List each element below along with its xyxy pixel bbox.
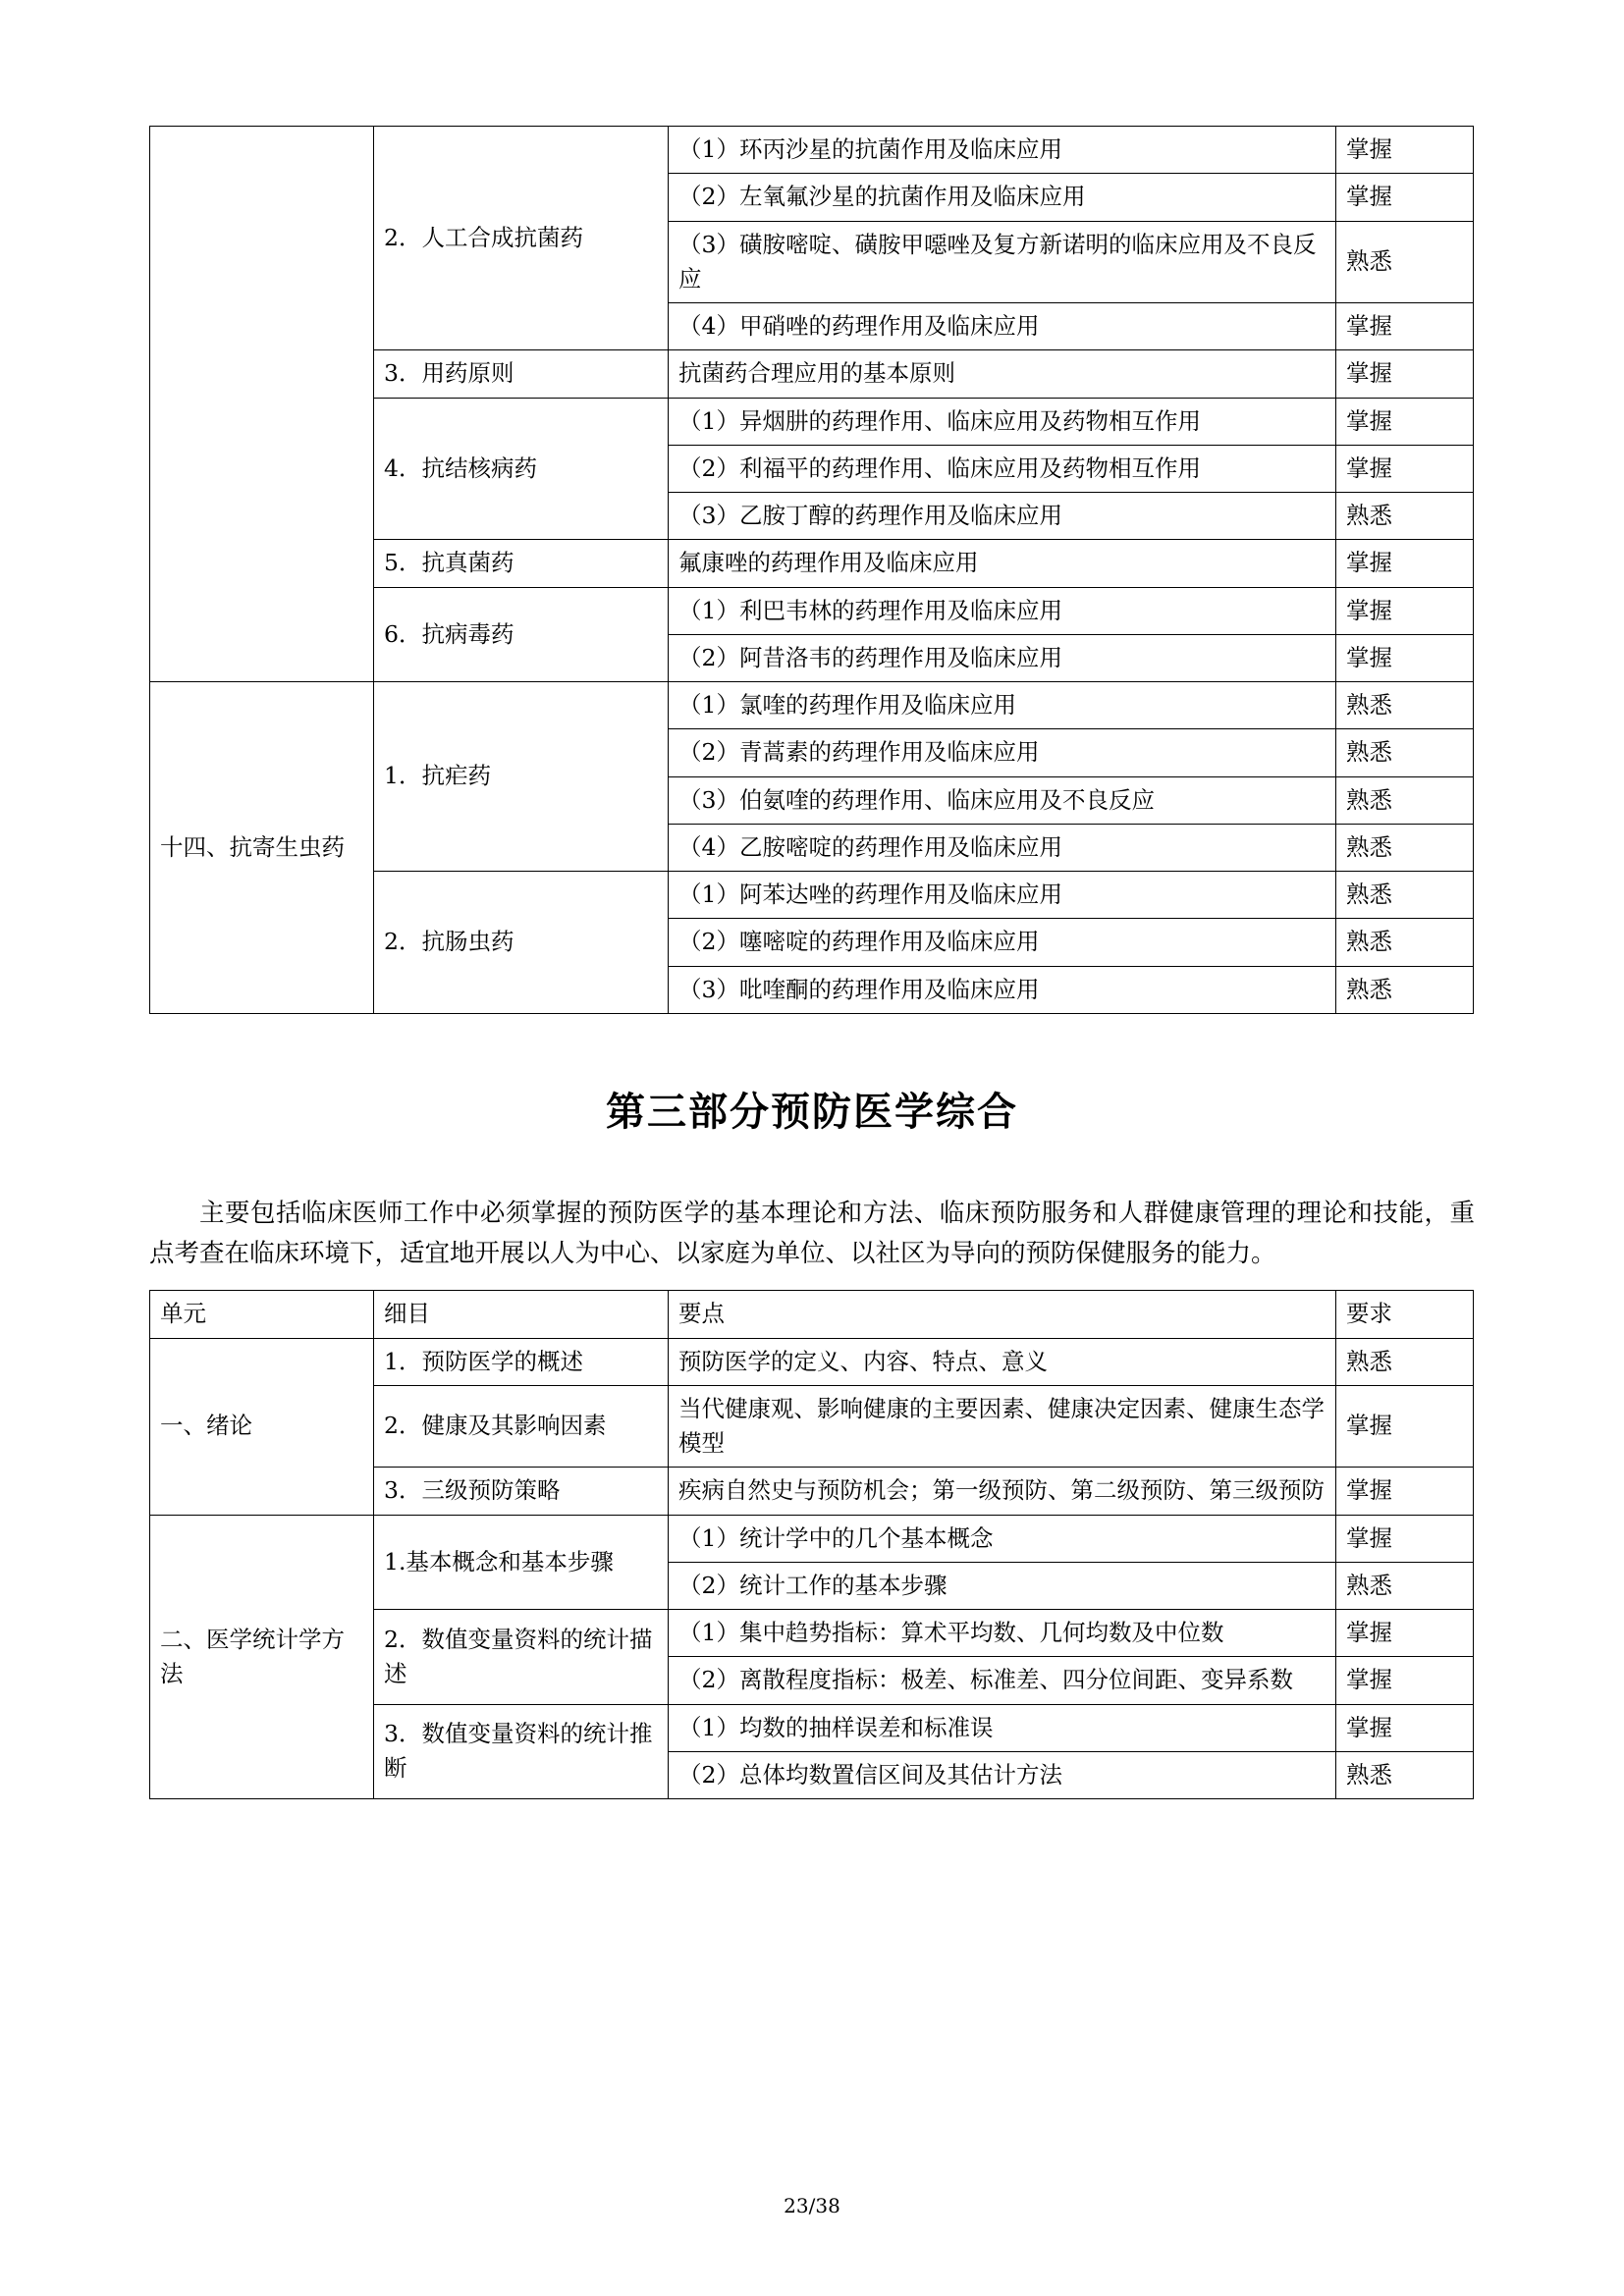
requirement-cell: 掌握: [1336, 1468, 1474, 1515]
detail-cell: 5．抗真菌药: [374, 540, 669, 587]
requirement-cell: 掌握: [1336, 303, 1474, 350]
detail-cell: 2．数值变量资料的统计描述: [374, 1610, 669, 1705]
requirement-cell: 掌握: [1336, 634, 1474, 681]
point-cell: （2）青蒿素的药理作用及临床应用: [669, 729, 1336, 776]
requirement-cell: 掌握: [1336, 1657, 1474, 1704]
point-cell: （1）统计学中的几个基本概念: [669, 1515, 1336, 1562]
detail-cell: 3．用药原则: [374, 350, 669, 398]
requirement-cell: 掌握: [1336, 540, 1474, 587]
detail-cell: 2．人工合成抗菌药: [374, 127, 669, 350]
point-cell: 氟康唑的药理作用及临床应用: [669, 540, 1336, 587]
requirement-cell: 掌握: [1336, 350, 1474, 398]
point-cell: （3）吡喹酮的药理作用及临床应用: [669, 966, 1336, 1013]
point-cell: （1）氯喹的药理作用及临床应用: [669, 682, 1336, 729]
table-body-bottom: [150, 1338, 1474, 1799]
detail-cell: 4．抗结核病药: [374, 398, 669, 540]
point-cell: （2）统计工作的基本步骤: [669, 1562, 1336, 1609]
point-cell: 疾病自然史与预防机会；第一级预防、第二级预防、第三级预防: [669, 1468, 1336, 1515]
table-row: [150, 682, 1474, 729]
requirement-cell: 掌握: [1336, 127, 1474, 174]
point-cell: （1）阿苯达唑的药理作用及临床应用: [669, 872, 1336, 919]
point-cell: （3）伯氨喹的药理作用、临床应用及不良反应: [669, 776, 1336, 824]
syllabus-table-pharmacology: [149, 126, 1474, 1014]
point-cell: 预防医学的定义、内容、特点、意义: [669, 1338, 1336, 1385]
requirement-cell: 熟悉: [1336, 966, 1474, 1013]
unit-cell: 二、医学统计学方法: [150, 1515, 374, 1799]
point-cell: （4）甲硝唑的药理作用及临床应用: [669, 303, 1336, 350]
requirement-cell: 掌握: [1336, 174, 1474, 221]
column-header-detail: 细目: [374, 1291, 669, 1338]
detail-cell: 1.基本概念和基本步骤: [374, 1515, 669, 1610]
table-row: [150, 1338, 1474, 1385]
requirement-cell: 掌握: [1336, 1385, 1474, 1468]
requirement-cell: 熟悉: [1336, 729, 1474, 776]
requirement-cell: 熟悉: [1336, 919, 1474, 966]
requirement-cell: 熟悉: [1336, 221, 1474, 303]
requirement-cell: 熟悉: [1336, 682, 1474, 729]
requirement-cell: 熟悉: [1336, 1562, 1474, 1609]
point-cell: 当代健康观、影响健康的主要因素、健康决定因素、健康生态学模型: [669, 1385, 1336, 1468]
point-cell: （2）利福平的药理作用、临床应用及药物相互作用: [669, 445, 1336, 492]
requirement-cell: 掌握: [1336, 445, 1474, 492]
column-header-requirement: 要求: [1336, 1291, 1474, 1338]
point-cell: （3）乙胺丁醇的药理作用及临床应用: [669, 493, 1336, 540]
requirement-cell: 掌握: [1336, 398, 1474, 445]
section-intro-paragraph: 主要包括临床医师工作中必须掌握的预防医学的基本理论和方法、临床预防服务和人群健康管理的理论和技能，重点考查在临床环境下，适宜地开展以人为中心、以家庭为单位、以社区为导向的预防保健服务的能力。: [149, 1198, 1475, 1269]
detail-cell: 3．数值变量资料的统计推断: [374, 1704, 669, 1799]
table-row: [150, 1515, 1474, 1562]
unit-cell: 十四、抗寄生虫药: [150, 682, 374, 1014]
unit-cell-continued: [150, 127, 374, 682]
requirement-cell: 熟悉: [1336, 872, 1474, 919]
table-header-row: [150, 1291, 1474, 1338]
requirement-cell: 熟悉: [1336, 776, 1474, 824]
table-header-bottom: [150, 1291, 1474, 1338]
point-cell: （1）利巴韦林的药理作用及临床应用: [669, 587, 1336, 634]
table-row: [150, 127, 1474, 174]
column-header-unit: 单元: [150, 1291, 374, 1338]
column-header-point: 要点: [669, 1291, 1336, 1338]
point-cell: （4）乙胺嘧啶的药理作用及临床应用: [669, 824, 1336, 871]
page-number: 23/38: [784, 2194, 840, 2217]
point-cell: （1）均数的抽样误差和标准误: [669, 1704, 1336, 1751]
point-cell: （1）异烟肼的药理作用、临床应用及药物相互作用: [669, 398, 1336, 445]
point-cell: （2）总体均数置信区间及其估计方法: [669, 1751, 1336, 1798]
requirement-cell: 熟悉: [1336, 493, 1474, 540]
point-cell: （3）磺胺嘧啶、磺胺甲噁唑及复方新诺明的临床应用及不良反应: [669, 221, 1336, 303]
requirement-cell: 掌握: [1336, 1704, 1474, 1751]
requirement-cell: 熟悉: [1336, 1751, 1474, 1798]
detail-cell: 3．三级预防策略: [374, 1468, 669, 1515]
detail-cell: 2．健康及其影响因素: [374, 1385, 669, 1468]
point-cell: （1）集中趋势指标：算术平均数、几何均数及中位数: [669, 1610, 1336, 1657]
point-cell: （2）噻嘧啶的药理作用及临床应用: [669, 919, 1336, 966]
point-cell: （1）环丙沙星的抗菌作用及临床应用: [669, 127, 1336, 174]
point-cell: 抗菌药合理应用的基本原则: [669, 350, 1336, 398]
syllabus-table-preventive-medicine: [149, 1290, 1474, 1799]
requirement-cell: 熟悉: [1336, 1338, 1474, 1385]
unit-cell: 一、绪论: [150, 1338, 374, 1515]
detail-cell: 1．抗疟药: [374, 682, 669, 872]
point-cell: （2）阿昔洛韦的药理作用及临床应用: [669, 634, 1336, 681]
point-cell: （2）离散程度指标：极差、标准差、四分位间距、变异系数: [669, 1657, 1336, 1704]
requirement-cell: 熟悉: [1336, 824, 1474, 871]
requirement-cell: 掌握: [1336, 1515, 1474, 1562]
detail-cell: 2．抗肠虫药: [374, 872, 669, 1014]
detail-cell: 1．预防医学的概述: [374, 1338, 669, 1385]
point-cell: （2）左氧氟沙星的抗菌作用及临床应用: [669, 174, 1336, 221]
requirement-cell: 掌握: [1336, 1610, 1474, 1657]
detail-cell: 6．抗病毒药: [374, 587, 669, 682]
table-body-top: [150, 127, 1474, 1014]
requirement-cell: 掌握: [1336, 587, 1474, 634]
section-title: 第三部分预防医学综合: [606, 1088, 1018, 1135]
